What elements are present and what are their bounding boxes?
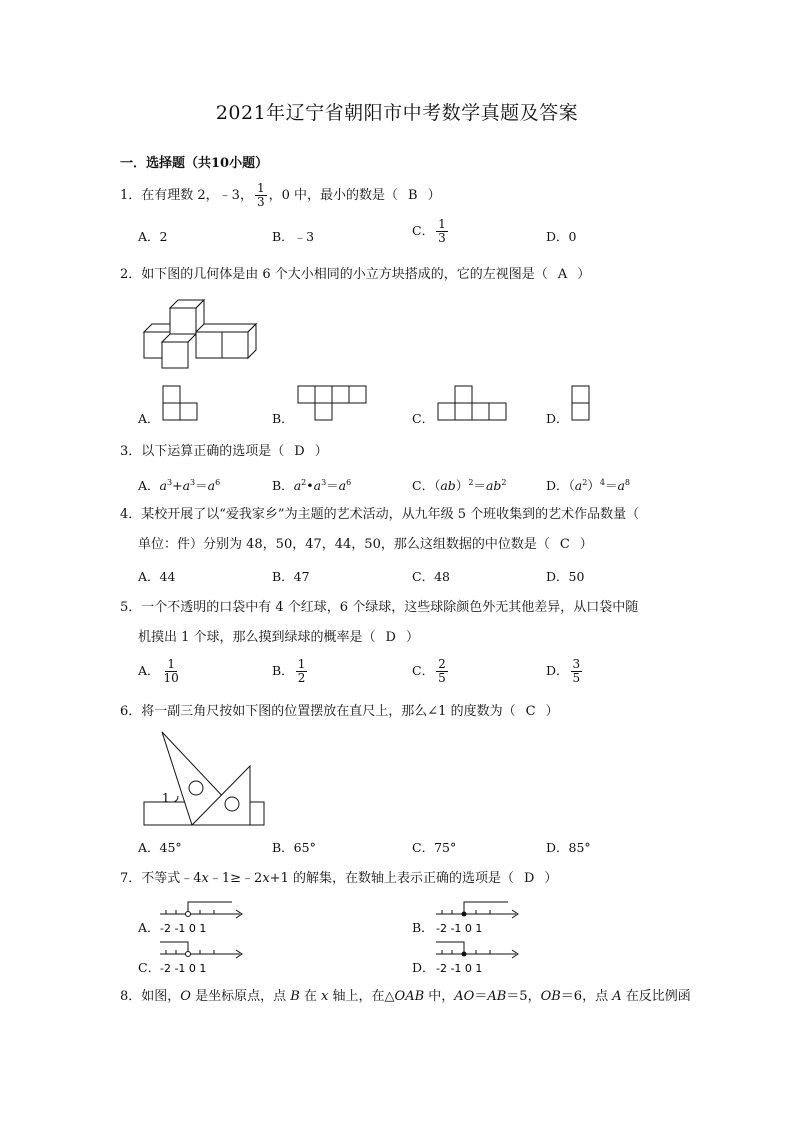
view-c-figure — [438, 386, 508, 420]
svg-text:-2 -1 0 1: -2 -1 0 1 — [436, 922, 483, 935]
page-title: 2021年辽宁省朝阳市中考数学真题及答案 — [215, 102, 579, 124]
question-1: 1．在有理数 2，﹣3， $\frac{1}{3}$ ，0 中，最小的数是（ B ） — [120, 181, 441, 209]
svg-text:-2 -1 0 1: -2 -1 0 1 — [160, 922, 207, 935]
option-a: A． $\frac{1}{10}$ — [138, 657, 179, 685]
question-4-line-1: 4．某校开展了以“爱我家乡”为主题的艺术活动，从九年级 5 个班收集到的艺术作品数量（ — [120, 507, 640, 522]
triangle-ruler-figure — [140, 730, 270, 830]
number-line-d — [436, 938, 526, 978]
option-a: A．44 — [138, 569, 176, 584]
option-c: C． $\frac{2}{5}$ — [412, 657, 446, 685]
answer: D — [294, 444, 305, 459]
answer: C — [559, 537, 570, 552]
number-line-b — [436, 898, 526, 938]
option-a: A．2 — [138, 229, 168, 244]
number-line-a — [160, 898, 250, 938]
q2-options — [138, 410, 698, 430]
answer: D — [385, 630, 396, 645]
option-a-label: A． — [138, 920, 160, 935]
number-line-c — [160, 938, 250, 978]
option-d: D．$(a^2)^4=a^8$ — [546, 478, 631, 494]
q5-options — [138, 657, 698, 685]
view-a-figure — [163, 386, 199, 420]
option-c: C． $\frac{1}{3}$ — [412, 217, 446, 245]
answer: C — [525, 704, 536, 719]
question-2: 2．如下图的几何体是由 6 个大小相同的小立方块搭成的，它的左视图是（ A ） — [120, 267, 591, 282]
question-6: 6．将一副三角尺按如下图的位置摆放在直尺上，那么∠1 的度数为（ C ） — [120, 704, 559, 719]
option-c-label: C． — [138, 960, 161, 975]
question-8: 8．如图，O 是坐标原点，点 B 在 x 轴上，在△OAB 中，AO＝AB＝5，OB＝6，点 A 在反比例函 — [120, 989, 691, 1004]
option-d: D．85° — [546, 840, 591, 855]
option-b: B． — [272, 411, 294, 426]
option-b: B．47 — [272, 569, 310, 584]
option-d: D．0 — [546, 229, 577, 244]
svg-text:-2 -1 0 1: -2 -1 0 1 — [160, 962, 207, 975]
view-d-figure — [572, 386, 590, 420]
option-c: C． — [412, 411, 435, 426]
option-d: D．50 — [546, 569, 585, 584]
option-a: A．45° — [138, 840, 182, 855]
q4-options — [138, 568, 698, 588]
option-c: C．$(ab)^2=ab^2$ — [412, 478, 507, 494]
option-c: C．75° — [412, 840, 457, 855]
cube-solid-figure — [140, 296, 270, 366]
question-3: 3．以下运算正确的选项是（ D ） — [120, 444, 328, 459]
question-4-line-2: 单位：件）分别为 48，50，47，44，50，那么这组数据的中位数是（ C ） — [138, 537, 593, 552]
q3-options — [138, 474, 698, 494]
answer: B — [408, 188, 418, 203]
option-c: C．48 — [412, 569, 450, 584]
option-d-label: D． — [412, 960, 435, 975]
option-b: B．65° — [272, 840, 316, 855]
option-a: A． — [138, 411, 160, 426]
fraction: $\frac{1}{3}$ — [256, 181, 265, 209]
question-7: 7．不等式﹣4x﹣1≥﹣2x+1 的解集，在数轴上表示正确的选项是（ D ） — [120, 871, 558, 886]
option-d: D． $\frac{3}{5}$ — [546, 657, 581, 685]
question-5-line-2: 机摸出 1 个球，那么摸到绿球的概率是（ D ） — [138, 630, 419, 645]
question-5-line-1: 5．一个不透明的口袋中有 4 个红球，6 个绿球，这些球除颜色外无其他差异，从口袋中随 — [120, 600, 639, 615]
option-b: B． $\frac{1}{2}$ — [272, 657, 306, 685]
view-b-figure — [298, 386, 368, 420]
option-b: B．$a^2•a^3=a^6$ — [272, 478, 352, 494]
angle-1-label: 1 — [162, 791, 170, 805]
section-heading: 一．选择题（共10小题） — [120, 156, 269, 171]
q1-options — [138, 217, 698, 248]
option-b-label: B． — [412, 920, 434, 935]
q6-options — [138, 839, 698, 859]
option-d: D． — [546, 411, 569, 426]
option-b: B．﹣3 — [272, 229, 315, 244]
answer: D — [523, 871, 535, 886]
answer: A — [557, 267, 568, 282]
option-a: A．$a^3+a^3=a^6$ — [138, 478, 221, 494]
svg-text:-2 -1 0 1: -2 -1 0 1 — [436, 962, 483, 975]
